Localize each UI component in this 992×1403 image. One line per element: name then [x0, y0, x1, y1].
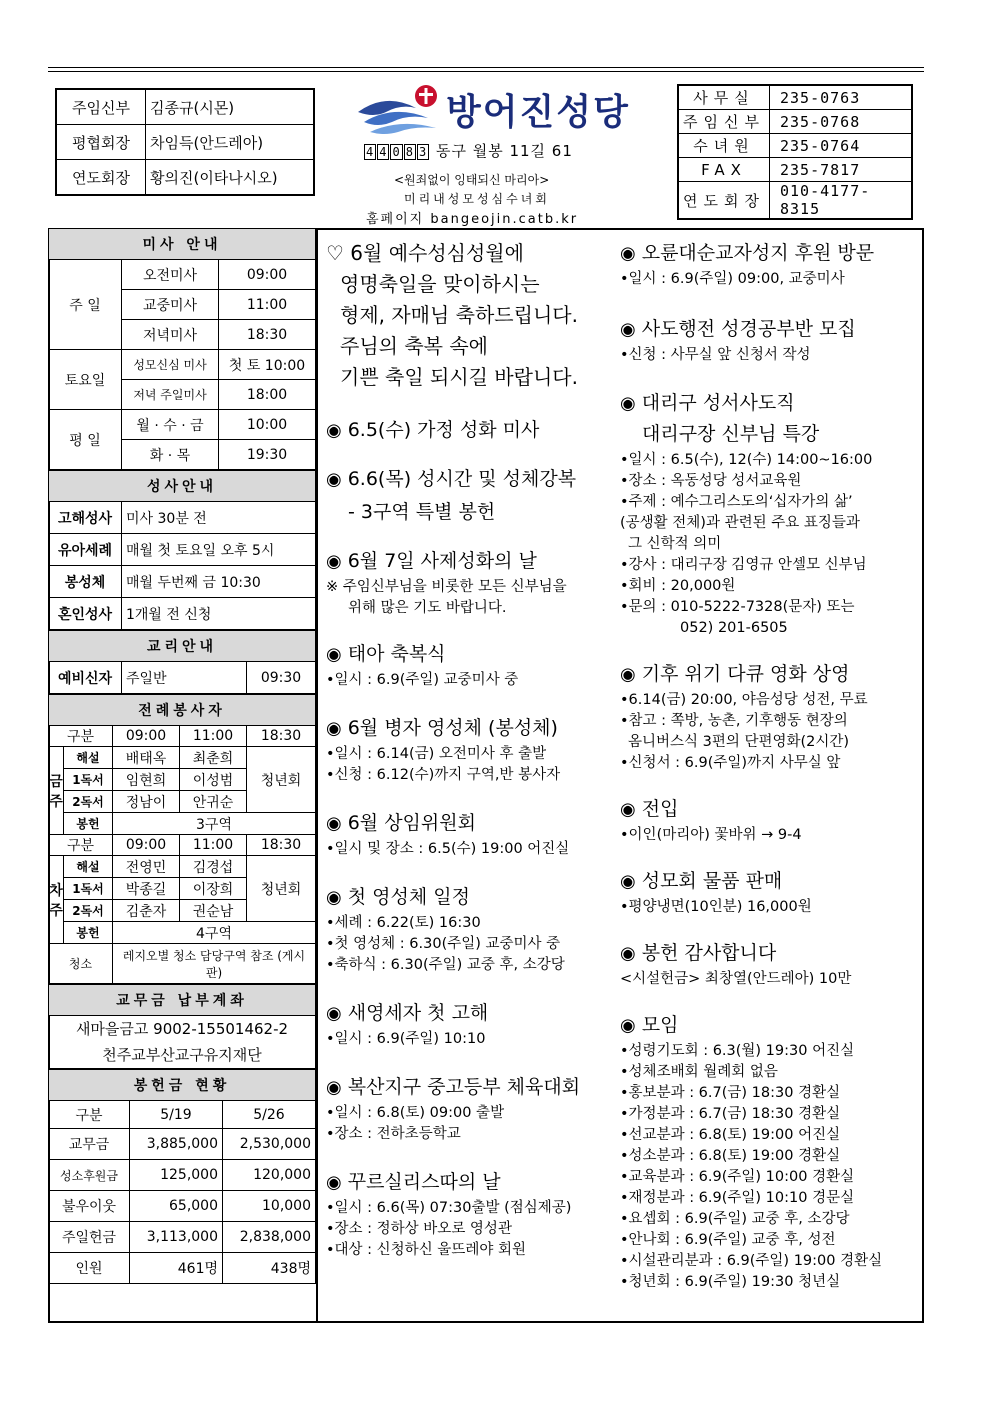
mass-time: 09:00: [219, 260, 316, 290]
notice-item: [620, 238, 920, 290]
mass-name: 성모신심 미사: [122, 350, 219, 380]
notice-line: •선교분과 : 6.8(토) 19:00 어진실: [620, 1127, 841, 1143]
notice-item: [326, 713, 614, 786]
notice-line: •일시 : 6.6(목) 07:30출발 (점심제공): [326, 1200, 572, 1216]
mass-name: 오전미사: [122, 260, 219, 290]
day-label: 주 일: [49, 260, 122, 350]
notice-item: [326, 546, 614, 619]
offering-value: 3,113,000: [130, 1222, 223, 1253]
notice-item: [326, 639, 614, 691]
bullet-icon: ◉: [620, 799, 636, 820]
doctrine-key: 예비신자: [49, 662, 122, 694]
server: 4구역: [113, 922, 316, 944]
notice-title: 태아 축복식: [347, 643, 446, 665]
bullet-icon: ◉: [326, 1077, 342, 1098]
mass-table: [48, 228, 316, 470]
notice-line: •축하식 : 6.30(주일) 교중 후, 소강당: [326, 957, 565, 973]
notice-line: •재정분과 : 6.9(주일) 10:10 경문실: [620, 1190, 855, 1206]
mass-name: 저녁미사: [122, 320, 219, 350]
notice-line: •주제 : 예수그리스도의‘십자가의 삶’: [620, 494, 853, 510]
intro-line: 기쁜 축일 되시길 바랍니다.: [340, 365, 578, 389]
notice-line: •청년회 : 6.9(주일) 19:30 청년실: [620, 1274, 841, 1290]
dues-account: 새마을금고 9002-15501462-2: [75, 1020, 289, 1038]
server: 권순남: [179, 900, 246, 922]
contact-label: 연도회장: [678, 182, 770, 220]
notice-line: •강사 : 대리구장 김영규 안셀모 신부님: [620, 557, 867, 573]
offering-value: 10,000: [223, 1191, 316, 1222]
liturgy-col: 09:00: [113, 835, 180, 856]
notice-item: [620, 388, 920, 639]
intro-line: 영명축일을 맞이하시는: [340, 272, 540, 296]
offering-value: 120,000: [223, 1160, 316, 1191]
week-label: 금주: [49, 747, 64, 835]
middle-column: [326, 238, 614, 1261]
notice-line: •참고 : 쪽방, 농촌, 기후행동 현장의: [620, 713, 848, 729]
offering-value: 2,530,000: [223, 1129, 316, 1160]
left-column: [48, 228, 316, 1284]
role: 해설: [64, 856, 113, 878]
notice-line: •신청 : 6.12(수)까지 구역,반 봉사자: [326, 767, 561, 783]
notice-line: •일시 : 6.9(주일) 교중미사 중: [326, 672, 519, 688]
sacrament-value: 1개월 전 신청: [122, 598, 316, 630]
notice-line: •일시 : 6.9(주일) 10:10: [326, 1031, 486, 1047]
sacrament-key: 유아세례: [49, 534, 122, 566]
notice-item: [326, 415, 614, 442]
notice-line: •세례 : 6.22(토) 16:30: [326, 915, 481, 931]
bullet-icon: ◉: [620, 319, 636, 340]
liturgy-col: 09:00: [113, 726, 180, 747]
bullet-icon: ◉: [326, 887, 342, 908]
notice-line: •성소분과 : 6.8(토) 19:00 경환실: [620, 1148, 841, 1164]
notice-line: •이인(마리아) 꽃바위 → 9-4: [620, 827, 802, 843]
motto: <원죄없이 잉태되신 마리아>: [394, 173, 550, 187]
address-text: 동구 월봉 11길 61: [435, 142, 573, 160]
liturgy-col: 11:00: [179, 726, 246, 747]
notice-title: 전입: [641, 798, 679, 820]
church-name: 방어진성당: [446, 92, 630, 133]
role: 2독서: [64, 791, 113, 813]
notice-line: •성령기도회 : 6.3(월) 19:30 어진실: [620, 1043, 855, 1059]
notice-title: 기후 위기 다큐 영화 상영: [641, 663, 850, 685]
server: 안귀순: [179, 791, 246, 813]
role: 봉헌: [64, 813, 113, 835]
section-title: 미사 안내: [49, 229, 316, 260]
mass-time: 19:30: [219, 440, 316, 470]
notice-line: •첫 영성체 : 6.30(주일) 교중미사 중: [326, 936, 561, 952]
bullet-icon: ◉: [620, 664, 636, 685]
notice-title: 새영세자 첫 고해: [347, 1002, 489, 1024]
contact-label: 수녀원: [678, 134, 770, 158]
zip-digit: 4: [379, 145, 388, 159]
offering-col: 5/26: [223, 1101, 316, 1129]
bullet-icon: ◉: [326, 420, 342, 441]
address: [364, 140, 573, 161]
mass-time: 10:00: [219, 410, 316, 440]
staff-role: 연도회장: [56, 160, 146, 196]
offering-key: 성소후원금: [49, 1160, 130, 1191]
offering-value: 438명: [223, 1253, 316, 1284]
notice-title: 6.6(목) 성시간 및 성체강복: [347, 468, 577, 490]
week-label: 차주: [49, 856, 64, 944]
notice-line: •안나회 : 6.9(주일) 교중 후, 성전: [620, 1232, 836, 1248]
notice-line: •장소 : 옥동성당 성서교육원: [620, 473, 802, 489]
offering-value: 2,838,000: [223, 1222, 316, 1253]
liturgy-col: 11:00: [179, 835, 246, 856]
notice-line: ※ 주임신부님을 비롯한 모든 신부님을: [326, 579, 567, 595]
notice-item: [326, 882, 614, 976]
intro-line: 주님의 축복 속에: [340, 334, 488, 358]
bullet-icon: ◉: [620, 243, 636, 264]
mass-name: 화 · 목: [122, 440, 219, 470]
section-title: 교리안내: [49, 631, 316, 662]
liturgy-col: 18:30: [247, 835, 316, 856]
server: 이성범: [179, 769, 246, 791]
clean-value: 레지오별 청소 담당구역 참조 (게시판): [113, 944, 316, 984]
offering-key: 주일헌금: [49, 1222, 130, 1253]
staff-name: 김종규(시몬): [146, 89, 315, 125]
section-title: 전례봉사자: [49, 695, 316, 726]
notice-line: 그 신학적 의미: [628, 536, 722, 552]
server: 3구역: [113, 813, 316, 835]
bullet-icon: ◉: [326, 1172, 342, 1193]
server: 정남이: [113, 791, 180, 813]
bullet-icon: ◉: [620, 1015, 636, 1036]
dues-table: [48, 984, 316, 1069]
offering-value: 65,000: [130, 1191, 223, 1222]
offering-key: 교무금: [49, 1129, 130, 1160]
notice-line: •홍보분과 : 6.7(금) 18:30 경환실: [620, 1085, 841, 1101]
notice-item: [326, 464, 614, 524]
notice-line: •일시 : 6.14(금) 오전미사 후 출발: [326, 746, 547, 762]
section-title: 성사안내: [49, 471, 316, 502]
sacrament-key: 혼인성사: [49, 598, 122, 630]
notice-line: •가정분과 : 6.7(금) 18:30 경환실: [620, 1106, 841, 1122]
notice-title: 성모회 물품 판매: [641, 870, 783, 892]
bullet-icon: ◉: [326, 644, 342, 665]
notice-title-2: 대리구장 신부님 특강: [642, 423, 820, 445]
mass-name: 월 · 수 · 금: [122, 410, 219, 440]
sacrament-key: 봉성체: [49, 566, 122, 598]
doctrine-time: 09:30: [247, 662, 316, 694]
role: 2독서: [64, 900, 113, 922]
zip-digit: 4: [366, 145, 375, 159]
server: 김춘자: [113, 900, 180, 922]
server: 박종길: [113, 878, 180, 900]
notice-title: 6.5(수) 가정 성화 미사: [347, 419, 540, 441]
contact-phone: 235-7817: [770, 158, 913, 182]
notice-title: 봉헌 감사합니다: [641, 942, 777, 964]
zip-digit: 8: [405, 145, 414, 159]
liturgy-col: 구분: [49, 835, 113, 856]
notice-line: 052) 201-6505: [680, 620, 788, 636]
offering-col: 5/19: [130, 1101, 223, 1129]
notice-line: •장소 : 전하초등학교: [326, 1126, 461, 1142]
contact-label: 사무실: [678, 85, 770, 110]
server: 최춘희: [179, 747, 246, 769]
contact-label: FAX: [678, 158, 770, 182]
notice-line: •요셉회 : 6.9(주일) 교중 후, 소강당: [620, 1211, 850, 1227]
role: 1독서: [64, 769, 113, 791]
day-label: 토요일: [49, 350, 122, 410]
mass-time: 첫 토 10:00: [219, 350, 316, 380]
staff-name: 차임득(안드레아): [146, 125, 315, 160]
notice-item: [620, 866, 920, 918]
mass-time: 18:30: [219, 320, 316, 350]
intro-line: 형제, 자매님 축하드립니다.: [340, 303, 578, 327]
zip-digit: 0: [392, 145, 401, 159]
notice-item: [620, 659, 920, 774]
notice-line: •일시 및 장소 : 6.5(수) 19:00 어진실: [326, 841, 570, 857]
notice-item: [620, 1010, 920, 1293]
sacrament-value: 미사 30분 전: [122, 502, 316, 534]
notice-line: •회비 : 20,000원: [620, 578, 736, 594]
bullet-icon: ◉: [620, 871, 636, 892]
notice-line: •문의 : 010-5222-7328(문자) 또는: [620, 599, 855, 615]
notice-line: •일시 : 6.5(수), 12(수) 14:00~16:00: [620, 452, 873, 468]
notice-item: [326, 1167, 614, 1261]
server: 임현희: [113, 769, 180, 791]
contact-phone: 235-0764: [770, 134, 913, 158]
mass-name: 저녁 주일미사: [122, 380, 219, 410]
notice-title: 첫 영성체 일정: [347, 886, 470, 908]
offering-key: 인원: [49, 1253, 130, 1284]
notice-item: [326, 808, 614, 860]
server: 전영민: [113, 856, 180, 878]
contact-label: 주임신부: [678, 110, 770, 134]
notice-title: 꾸르실리스따의 날: [347, 1171, 501, 1193]
notice-line: 옴니버스식 3편의 단편영화(2시간): [628, 734, 850, 750]
notice-item: [620, 314, 920, 366]
mass-name: 교중미사: [122, 290, 219, 320]
column-divider: [316, 228, 318, 1323]
role: 1독서: [64, 878, 113, 900]
doctrine-table: [48, 630, 316, 694]
offering-value: 125,000: [130, 1160, 223, 1191]
notice-line: - 3구역 특별 봉헌: [348, 501, 496, 523]
mass-time: 11:00: [219, 290, 316, 320]
bullet-icon: ◉: [326, 551, 342, 572]
server: 배태옥: [113, 747, 180, 769]
contact-phone: 010-4177-8315: [770, 182, 913, 220]
notice-line: •일시 : 6.9(주일) 09:00, 교중미사: [620, 271, 845, 287]
right-column: [620, 238, 920, 1293]
bullet-icon: ◉: [326, 469, 342, 490]
day-label: 평 일: [49, 410, 122, 470]
offering-key: 불우이웃: [49, 1191, 130, 1222]
notice-item: [326, 1072, 614, 1145]
role: 해설: [64, 747, 113, 769]
offering-value: 3,885,000: [130, 1129, 223, 1160]
notice-title: 오륜대순교자성지 후원 방문: [641, 242, 875, 264]
sacrament-value: 매월 두번째 금 10:30: [122, 566, 316, 598]
notice-title: 대리구 성서사도직: [641, 392, 795, 414]
bullet-icon: ◉: [326, 718, 342, 739]
notice-line: •교육분과 : 6.9(주일) 10:00 경환실: [620, 1169, 855, 1185]
bullet-icon: ◉: [620, 393, 636, 414]
notice-item: [326, 998, 614, 1050]
intro-line: ♡ 6월 예수성심성월에: [326, 241, 524, 265]
sacrament-table: [48, 470, 316, 630]
notice-line: •성체조배회 월례회 없음: [620, 1064, 778, 1080]
youth-label: 청년회: [247, 747, 316, 813]
server: 이장희: [179, 878, 246, 900]
staff-role: 주임신부: [56, 89, 146, 125]
liturgy-table: [48, 694, 316, 984]
notice-line: •신청 : 사무실 앞 신청서 작성: [620, 347, 811, 363]
notice-line: •시설관리분과 : 6.9(주일) 19:00 경환실: [620, 1253, 883, 1269]
youth-label: 청년회: [247, 856, 316, 922]
liturgy-col: 구분: [49, 726, 113, 747]
sisters: 미리내성모성심수녀회: [404, 192, 550, 206]
staff-table: [55, 88, 315, 196]
section-title: 교무금 납부계좌: [49, 985, 316, 1016]
notice-item: [620, 794, 920, 846]
notice-line: •장소 : 정하상 바오로 영성관: [326, 1221, 512, 1237]
contact-table: [677, 84, 913, 220]
offering-table: [48, 1069, 316, 1284]
bullet-icon: ◉: [326, 1003, 342, 1024]
section-title: 봉헌금 현황: [49, 1070, 316, 1101]
notice-item: [620, 938, 920, 990]
liturgy-col: 18:30: [247, 726, 316, 747]
notice-title: 모임: [641, 1014, 679, 1036]
notice-title: 6월 상임위원회: [347, 812, 476, 834]
bullet-icon: ◉: [620, 943, 636, 964]
homepage: 홈페이지 bangeojin.catb.kr: [366, 212, 579, 227]
mass-time: 18:00: [219, 380, 316, 410]
notice-line: •대상 : 신청하신 울뜨레야 회원: [326, 1242, 526, 1258]
bullet-icon: ◉: [326, 813, 342, 834]
offering-col: 구분: [49, 1101, 130, 1129]
zip-digit: 3: [418, 145, 428, 159]
contact-phone: 235-0763: [770, 85, 913, 110]
doctrine-value: 주일반: [122, 662, 247, 694]
notice-title: 복산지구 중고등부 체육대회: [347, 1076, 581, 1098]
sacrament-value: 매월 첫 토요일 오후 5시: [122, 534, 316, 566]
notice-line: •6.14(금) 20:00, 야음성당 성전, 무료: [620, 692, 868, 708]
role: 봉헌: [64, 922, 113, 944]
notice-title: 사도행전 성경공부반 모집: [641, 318, 856, 340]
notice-line: •신청서 : 6.9(주일)까지 사무실 앞: [620, 755, 841, 771]
notice-line: •평양냉면(10인분) 16,000원: [620, 899, 812, 915]
notice-title: 6월 병자 영성체 (봉성체): [347, 717, 558, 739]
contact-phone: 235-0768: [770, 110, 913, 134]
staff-role: 평협회장: [56, 125, 146, 160]
notice-line: (공생활 전체)과 관련된 주요 표징들과: [620, 515, 860, 531]
notice-line: <시설헌금> 최창열(안드레아) 10만: [620, 971, 852, 987]
clean-label: 청소: [49, 944, 113, 984]
server: 김경섭: [179, 856, 246, 878]
dues-holder: 천주교부산교구유지재단: [102, 1046, 262, 1064]
staff-name: 황의진(이타나시오): [146, 160, 315, 196]
notice-line: 위해 많은 기도 바랍니다.: [348, 600, 507, 616]
notice-title: 6월 7일 사제성화의 날: [347, 550, 537, 572]
sacrament-key: 고해성사: [49, 502, 122, 534]
offering-value: 461명: [130, 1253, 223, 1284]
notice-line: •일시 : 6.8(토) 09:00 출발: [326, 1105, 505, 1121]
